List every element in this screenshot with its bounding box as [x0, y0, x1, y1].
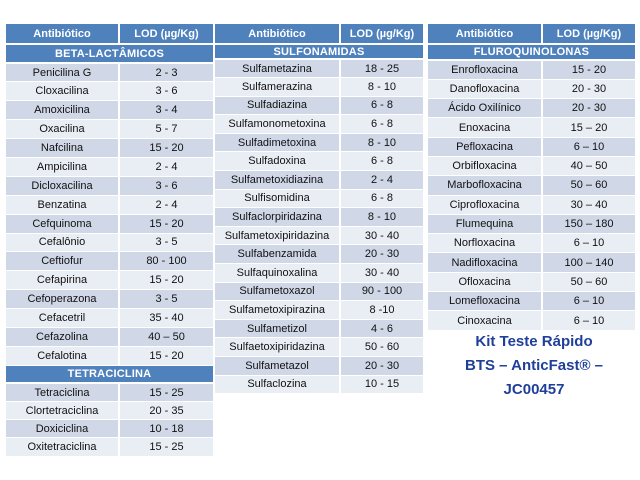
lod-value-cell: 3 - 6 [119, 82, 213, 101]
table-row [215, 357, 423, 376]
lod-value-cell: 4 - 6 [340, 319, 423, 338]
column-header-lod: LOD (µg/Kg) [119, 24, 213, 44]
table-row [215, 282, 423, 301]
antibiotic-name-cell: Sulfamerazina [215, 78, 340, 97]
antibiotic-name-cell: Cinoxacina [428, 311, 542, 330]
lod-value-cell: 3 - 4 [119, 101, 213, 120]
antibiotic-name-cell: Sulfaclozina [215, 375, 340, 394]
antibiotic-name-cell: Ampicilina [6, 157, 119, 176]
lod-value-cell: 8 -10 [340, 301, 423, 320]
table-row [215, 189, 423, 208]
lod-value-cell: 40 – 50 [542, 156, 635, 175]
table-row [428, 176, 635, 195]
table-row [6, 214, 213, 233]
column-header-antibiotic: Antibiótico [428, 24, 542, 44]
antibiotic-name-cell: Sulfametazol [215, 357, 340, 376]
antibiotic-name-cell: Cloxacilina [6, 82, 119, 101]
lod-value-cell: 150 – 180 [542, 214, 635, 233]
lod-value-cell: 40 – 50 [119, 327, 213, 346]
kit-title-line-3: JC00457 [503, 381, 565, 398]
lod-value-cell: 15 - 25 [119, 438, 213, 456]
lod-value-cell: 3 - 5 [119, 290, 213, 309]
antibiotic-name-cell: Flumequina [428, 214, 542, 233]
lod-value-cell: 20 - 35 [119, 401, 213, 419]
table-row [215, 59, 423, 78]
lod-value-cell: 3 - 6 [119, 176, 213, 195]
antibiotic-name-cell: Enoxacina [428, 118, 542, 137]
kit-title [428, 330, 640, 402]
table-row [6, 195, 213, 214]
lod-value-cell: 15 - 20 [119, 346, 213, 365]
antibiotic-name-cell: Doxiciclina [6, 420, 119, 438]
lod-value-cell: 6 - 8 [340, 152, 423, 171]
table-row [6, 157, 213, 176]
antibiotic-name-cell: Norfloxacina [428, 234, 542, 253]
antibiotic-name-cell: Dicloxacilina [6, 176, 119, 195]
lod-value-cell: 15 - 25 [119, 383, 213, 401]
lod-value-cell: 30 – 40 [542, 195, 635, 214]
antibiotic-name-cell: Cefacetril [6, 309, 119, 328]
table-row [6, 271, 213, 290]
lod-value-cell: 90 - 100 [340, 282, 423, 301]
table-row [428, 253, 635, 272]
table-row [428, 118, 635, 137]
lod-value-cell: 6 – 10 [542, 292, 635, 311]
antibiotic-name-cell: Tetraciclina [6, 383, 119, 401]
antibiotic-name-cell: Sulfadimetoxina [215, 133, 340, 152]
antibiotic-name-cell: Cefalônio [6, 233, 119, 252]
table-row [428, 272, 635, 291]
table-row [6, 176, 213, 195]
antibiotic-name-cell: Cefalotina [6, 346, 119, 365]
antibiotic-name-cell: Sulfametizol [215, 319, 340, 338]
table-row [6, 383, 213, 401]
antibiotic-name-cell: Sulfametoxazol [215, 282, 340, 301]
table-row [215, 133, 423, 152]
table-row [215, 301, 423, 320]
table-row [6, 327, 213, 346]
antibiotic-name-cell: Benzatina [6, 195, 119, 214]
lod-value-cell: 20 - 30 [542, 79, 635, 98]
table-row [215, 96, 423, 115]
table-row [428, 79, 635, 98]
table-row [215, 319, 423, 338]
lod-value-cell: 20 - 30 [542, 99, 635, 118]
antibiotic-name-cell: Ácido Oxilínico [428, 99, 542, 118]
lod-value-cell: 80 - 100 [119, 252, 213, 271]
table-row [215, 375, 423, 394]
beta-lactam-tetracycline-table [6, 24, 213, 457]
table-row [428, 99, 635, 118]
table-row [215, 152, 423, 171]
table-row [428, 234, 635, 253]
antibiotic-name-cell: Marbofloxacina [428, 176, 542, 195]
lod-value-cell: 5 - 7 [119, 120, 213, 139]
table-row [6, 120, 213, 139]
lod-value-cell: 6 - 8 [340, 189, 423, 208]
table-row [428, 137, 635, 156]
table-row [6, 101, 213, 120]
table-row [428, 292, 635, 311]
lod-value-cell: 6 - 8 [340, 96, 423, 115]
lod-value-cell: 18 - 25 [340, 59, 423, 78]
lod-value-cell: 2 - 3 [119, 63, 213, 82]
antibiotic-name-cell: Sulfamonometoxina [215, 115, 340, 134]
lod-value-cell: 6 - 8 [340, 115, 423, 134]
table-row [6, 420, 213, 438]
lod-value-cell: 50 – 60 [542, 176, 635, 195]
table-row [6, 63, 213, 82]
fluoroquinolones-table [428, 24, 635, 331]
lod-value-cell: 30 - 40 [340, 264, 423, 283]
antibiotic-name-cell: Ceftiofur [6, 252, 119, 271]
column-header-lod: LOD (µg/Kg) [340, 24, 423, 44]
lod-value-cell: 30 - 40 [340, 226, 423, 245]
table-row [428, 60, 635, 79]
table-row [428, 214, 635, 233]
kit-title-line-1: Kit Teste Rápido [475, 333, 593, 350]
antibiotic-name-cell: Sulfametoxidiazina [215, 171, 340, 190]
antibiotic-name-cell: Pefloxacina [428, 137, 542, 156]
antibiotic-name-cell: Oxitetraciclina [6, 438, 119, 456]
table-row [215, 226, 423, 245]
antibiotic-name-cell: Nadifloxacina [428, 253, 542, 272]
antibiotic-name-cell: Lomefloxacina [428, 292, 542, 311]
antibiotic-name-cell: Ofloxacina [428, 272, 542, 291]
table-row [215, 171, 423, 190]
table-row [6, 346, 213, 365]
table-row [215, 208, 423, 227]
table-row [215, 115, 423, 134]
lod-value-cell: 20 - 30 [340, 357, 423, 376]
antibiotic-name-cell: Sulfametoxipiridazina [215, 226, 340, 245]
antibiotic-name-cell: Oxacilina [6, 120, 119, 139]
antibiotic-name-cell: Cefquinoma [6, 214, 119, 233]
section-header-beta-lactams: BETA-LACTÂMICOS [6, 44, 213, 63]
table-row [215, 338, 423, 357]
lod-value-cell: 15 – 20 [542, 118, 635, 137]
antibiotic-name-cell: Sulfaquinoxalina [215, 264, 340, 283]
lod-value-cell: 3 - 5 [119, 233, 213, 252]
lod-value-cell: 8 - 10 [340, 208, 423, 227]
column-header-lod: LOD (µg/Kg) [542, 24, 635, 44]
table-row [6, 438, 213, 456]
table-row [6, 252, 213, 271]
antibiotic-name-cell: Cefoperazona [6, 290, 119, 309]
lod-value-cell: 20 - 30 [340, 245, 423, 264]
antibiotic-name-cell: Sulfaetoxipiridazina [215, 338, 340, 357]
table-row [6, 82, 213, 101]
table-row [428, 156, 635, 175]
table-row [215, 78, 423, 97]
lod-value-cell: 8 - 10 [340, 133, 423, 152]
lod-value-cell: 8 - 10 [340, 78, 423, 97]
table-row [428, 311, 635, 330]
antibiotic-name-cell: Danofloxacina [428, 79, 542, 98]
lod-value-cell: 6 – 10 [542, 311, 635, 330]
antibiotic-name-cell: Penicilina G [6, 63, 119, 82]
table-row [6, 401, 213, 419]
antibiotic-name-cell: Amoxicilina [6, 101, 119, 120]
sulfonamides-table [215, 24, 423, 394]
section-header-fluoroquinolones: FLUROQUINOLONAS [428, 44, 635, 60]
lod-value-cell: 6 – 10 [542, 234, 635, 253]
antibiotic-name-cell: Sulfisomidina [215, 189, 340, 208]
lod-value-cell: 15 - 20 [119, 214, 213, 233]
antibiotic-name-cell: Sulfametoxipirazina [215, 301, 340, 320]
lod-value-cell: 10 - 18 [119, 420, 213, 438]
lod-value-cell: 6 – 10 [542, 137, 635, 156]
lod-value-cell: 50 - 60 [340, 338, 423, 357]
lod-value-cell: 2 - 4 [119, 157, 213, 176]
lod-value-cell: 35 - 40 [119, 309, 213, 328]
section-header-sulfonamides: SULFONAMIDAS [215, 44, 423, 59]
table-row [428, 195, 635, 214]
antibiotic-name-cell: Clortetraciclina [6, 401, 119, 419]
antibiotic-name-cell: Sulfadiazina [215, 96, 340, 115]
antibiotic-name-cell: Cefapirina [6, 271, 119, 290]
table-row [215, 264, 423, 283]
table-row [6, 139, 213, 158]
table-row [6, 290, 213, 309]
lod-value-cell: 2 - 4 [340, 171, 423, 190]
antibiotic-name-cell: Nafcilina [6, 139, 119, 158]
kit-title-line-2: BTS – AnticFast® – [464, 357, 604, 374]
antibiotic-name-cell: Enrofloxacina [428, 60, 542, 79]
section-header-tetracycline: TETRACICLINA [6, 365, 213, 383]
column-header-antibiotic: Antibiótico [6, 24, 119, 44]
lod-value-cell: 15 - 20 [119, 139, 213, 158]
lod-value-cell: 2 - 4 [119, 195, 213, 214]
lod-value-cell: 15 - 20 [119, 271, 213, 290]
antibiotic-name-cell: Cefazolina [6, 327, 119, 346]
lod-value-cell: 100 – 140 [542, 253, 635, 272]
antibiotic-name-cell: Sulfabenzamida [215, 245, 340, 264]
lod-value-cell: 10 - 15 [340, 375, 423, 394]
antibiotic-name-cell: Ciprofloxacina [428, 195, 542, 214]
lod-value-cell: 15 - 20 [542, 60, 635, 79]
table-row [215, 245, 423, 264]
column-header-antibiotic: Antibiótico [215, 24, 340, 44]
antibiotic-name-cell: Sulfaclorpiridazina [215, 208, 340, 227]
lod-value-cell: 50 – 60 [542, 272, 635, 291]
antibiotic-name-cell: Sulfametazina [215, 59, 340, 78]
table-row [6, 233, 213, 252]
antibiotic-name-cell: Sulfadoxina [215, 152, 340, 171]
table-row [6, 309, 213, 328]
antibiotic-name-cell: Orbifloxacina [428, 156, 542, 175]
